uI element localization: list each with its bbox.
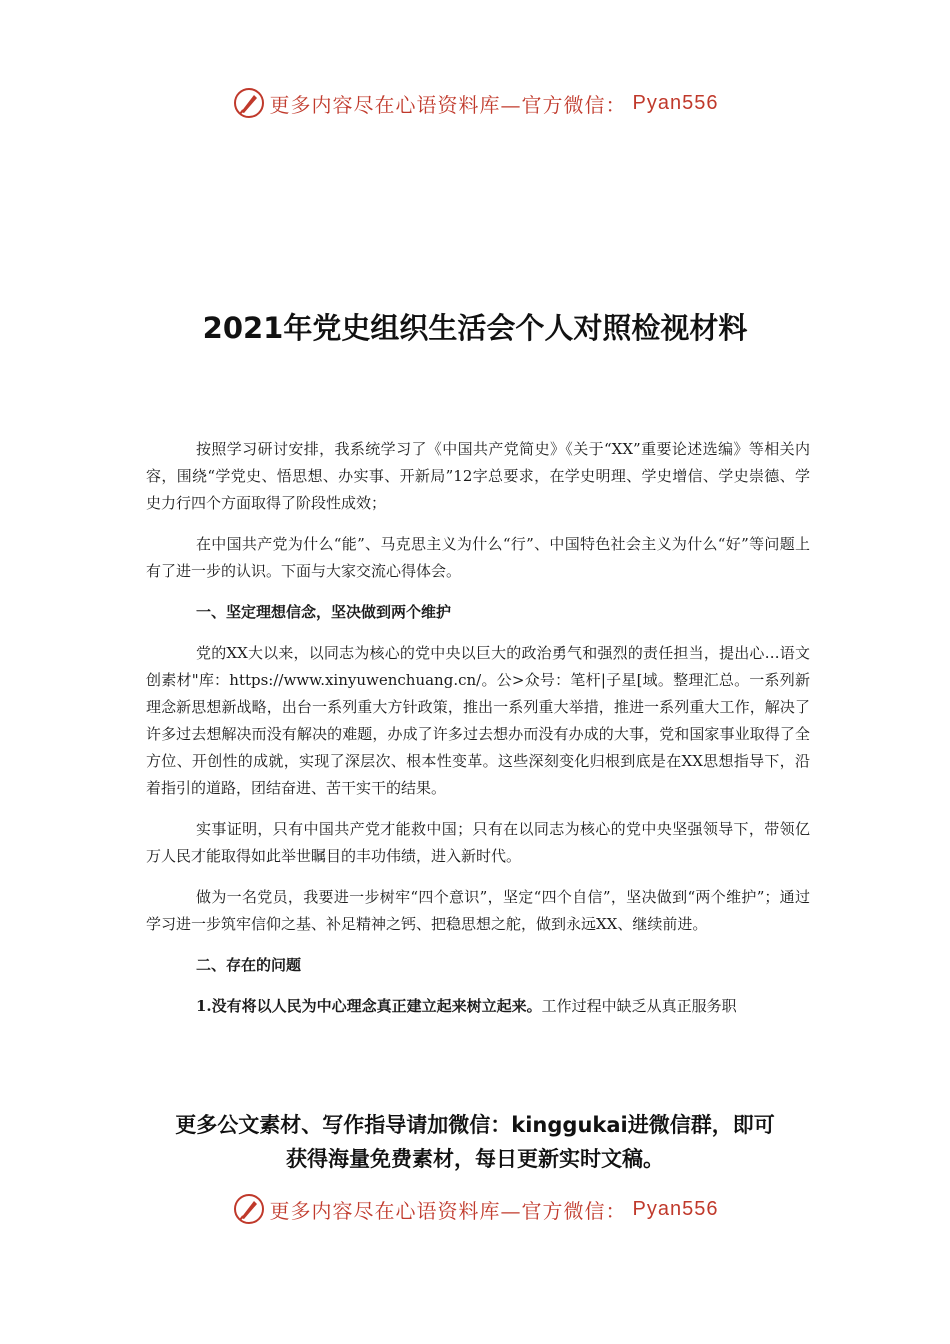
quill-logo-icon (232, 86, 266, 120)
paragraph: 按照学习研讨安排，我系统学习了《中国共产党简史》《关于“XX”重要论述选编》等相关内容，围绕“学党史、悟思想、办实事、开新局”12字总要求，在学史明理、学史增信、学史崇德、学史力行四个方面取得了阶段性成效； (146, 440, 810, 512)
paragraph (146, 993, 810, 1020)
document-title: 2021年党史组织生活会个人对照检视材料 (202, 311, 748, 345)
paragraph: 在中国共产党为什么“能”、马克思主义为什么“行”、中国特色社会主义为什么“好”等问题上有了进一步的认识。下面与大家交流心得体会。 (146, 535, 810, 580)
promo-line: 获得海量免费素材，每日更新实时文稿。 (286, 1147, 664, 1171)
paragraph-rest: 工作过程中缺乏从真正服务职 (541, 997, 737, 1015)
watermark-text: 更多内容尽在心语资料库—官方微信： (269, 92, 627, 117)
promo-banner (0, 1108, 950, 1176)
section-heading: 二、存在的问题 (196, 956, 302, 974)
paragraph: 做为一名党员，我要进一步树牢“四个意识”，坚定“四个自信”，坚决做到“两个维护”；通过学习进一步筑牢信仰之基、补足精神之钙、把稳思想之舵，做到永远XX、继续前进。 (146, 888, 810, 933)
paragraph: 党的XX大以来，以同志为核心的党中央以巨大的政治勇气和强烈的责任担当，提出心…语文创素材"库：https://www.xinyuwenchuang.cn/。公>众号：笔杆|子星[域。整理汇总。一系列新理念新思想新战略，出台一系列重大方针政策，推出一系列重大举措，推进一系列重大工作，解决了许多过去想解决而没有解决的难题，办成了许多过去想办而没有办成的大事，党和国家事业取得了全方位、开创性的成就，实现了深层次、根本性变革。这些深刻变化归根到底是在XX思想指导下，沿着指引的道路，团结奋进、苦干实干的结果。 (146, 644, 810, 797)
watermark-id: Pyan556 (632, 1197, 719, 1220)
watermark-id: Pyan556 (632, 91, 719, 114)
paragraph-lead: 1.没有将以人民为中心理念真正建立起来树立起来。 (196, 997, 542, 1015)
promo-line: 更多公文素材、写作指导请加微信：kinggukai进微信群，即可 (175, 1113, 775, 1137)
paragraph: 实事证明，只有中国共产党才能救中国；只有在以同志为核心的党中央坚强领导下，带领亿万人民才能取得如此举世瞩目的丰功伟绩，进入新时代。 (146, 820, 810, 865)
watermark-footer (0, 1192, 950, 1226)
watermark-text: 更多内容尽在心语资料库—官方微信： (269, 1198, 627, 1223)
document-body (146, 436, 810, 1034)
section-heading: 一、坚定理想信念，坚决做到两个维护 (196, 603, 452, 621)
watermark-header (0, 86, 950, 120)
quill-logo-icon (232, 1192, 266, 1226)
